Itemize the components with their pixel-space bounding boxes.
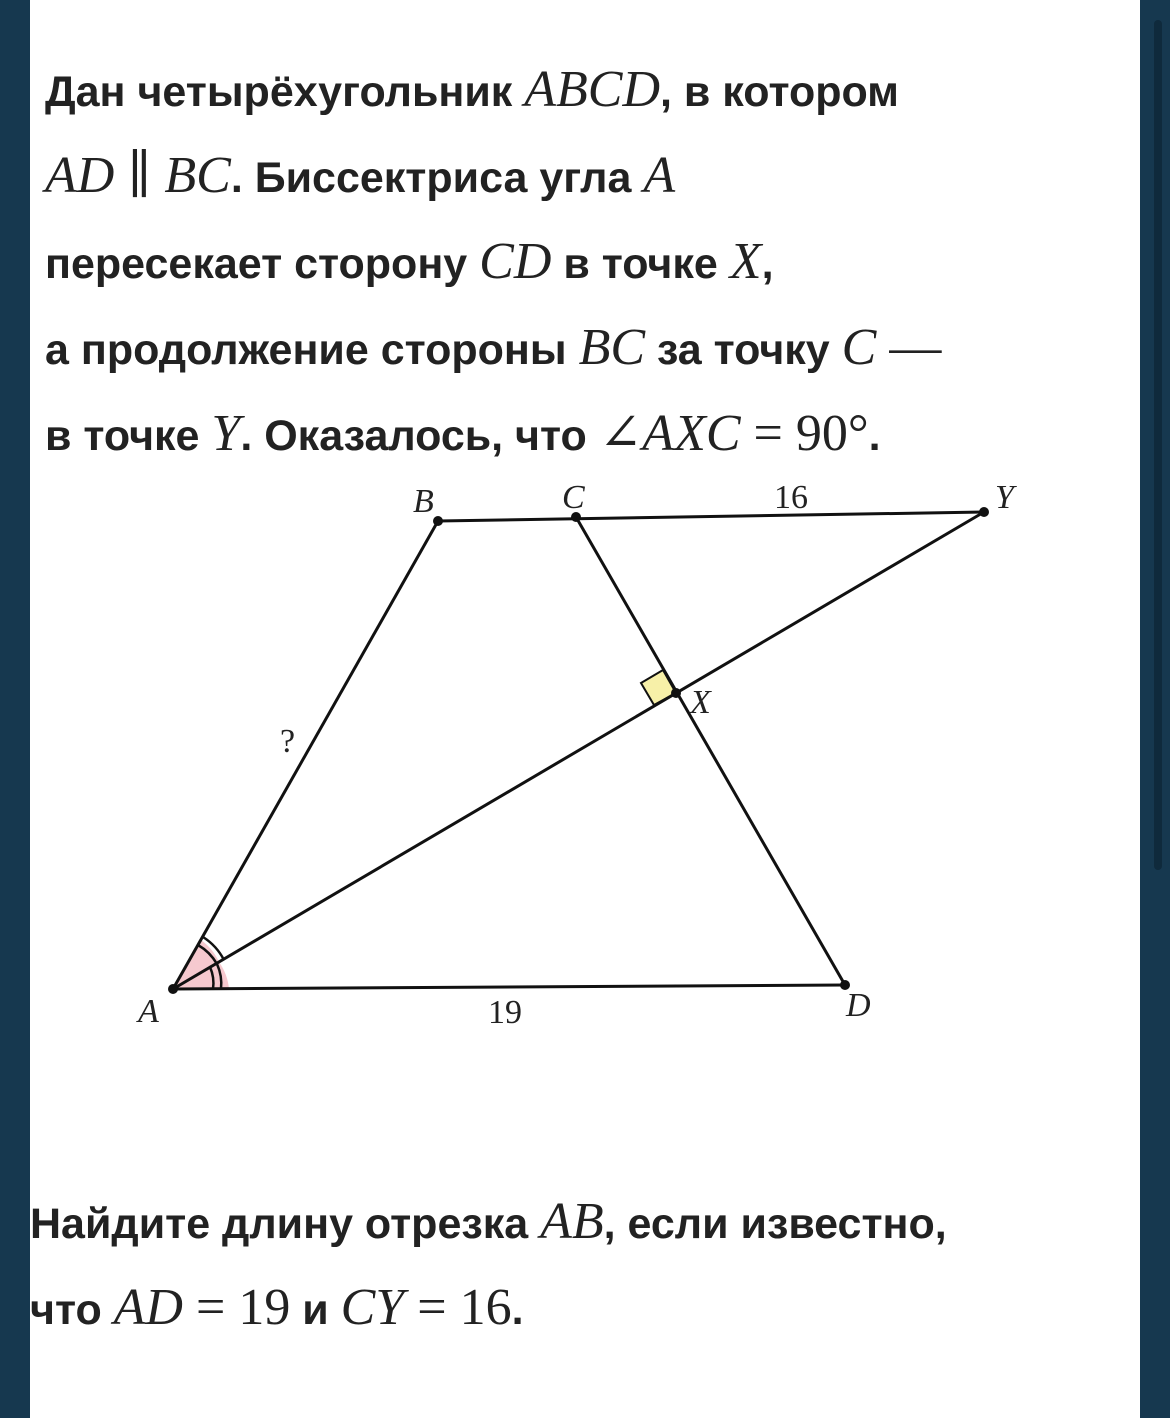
math-equals: =: [740, 405, 796, 462]
point-x: [671, 688, 681, 698]
text: .: [511, 1286, 524, 1334]
label-x: X: [690, 684, 711, 721]
label-c: C: [562, 479, 585, 516]
label-b: B: [413, 483, 434, 520]
math-16: 16: [459, 1279, 512, 1336]
math-angle-axc: ∠AXC: [598, 405, 741, 462]
text: за точку: [645, 326, 842, 374]
math-ad: AD: [45, 147, 115, 204]
math-equals: =: [183, 1279, 239, 1336]
text: ,: [761, 240, 774, 288]
math-cd: CD: [479, 233, 552, 290]
math-dash: —: [876, 319, 942, 376]
math-90deg: 90°: [795, 405, 869, 462]
math-ad: AD: [113, 1279, 183, 1336]
point-a: [168, 984, 178, 994]
question-line-2: [30, 1266, 1100, 1352]
text: Дан четырёхугольник: [45, 68, 525, 116]
right-angle-mark: [641, 670, 676, 705]
math-c: C: [841, 319, 877, 376]
math-cy: CY: [340, 1279, 405, 1336]
math-a: A: [643, 147, 676, 204]
text: , если известно,: [603, 1200, 947, 1248]
math-parallel: ∥: [114, 147, 165, 204]
point-y: [979, 507, 989, 517]
math-x: X: [729, 233, 762, 290]
text: в точке: [45, 412, 212, 460]
question-line-1: [30, 1180, 1100, 1266]
math-abcd: ABCD: [524, 61, 661, 118]
question-statement: [30, 1180, 1100, 1352]
text: пересекает сторону: [45, 240, 480, 288]
math-ab: AB: [540, 1193, 604, 1250]
text: , в котором: [660, 68, 899, 116]
math-bc: BC: [164, 147, 231, 204]
math-equals: =: [404, 1279, 460, 1336]
segment-by: [438, 512, 984, 521]
label-ab-unknown: ?: [280, 723, 296, 760]
label-y: Y: [995, 479, 1014, 516]
math-bc: BC: [578, 319, 646, 376]
text: что: [30, 1286, 114, 1334]
text: . Оказалось, что: [240, 412, 599, 460]
math-y: Y: [211, 405, 241, 462]
segment-ad: [173, 985, 845, 989]
segment-ab: [173, 521, 438, 989]
label-cy-length: 16: [774, 479, 808, 516]
text: . Биссектриса угла: [230, 154, 644, 202]
label-ad-length: 19: [488, 994, 522, 1031]
segment-cd: [576, 517, 845, 985]
text: а продолжение стороны: [45, 326, 579, 374]
label-a: A: [138, 993, 159, 1030]
text: .: [868, 412, 881, 460]
text: Найдите длину отрезка: [30, 1200, 541, 1248]
label-d: D: [846, 987, 871, 1024]
text: в точке: [551, 240, 730, 288]
point-b: [433, 516, 443, 526]
math-19: 19: [238, 1279, 291, 1336]
text: и: [290, 1286, 341, 1334]
